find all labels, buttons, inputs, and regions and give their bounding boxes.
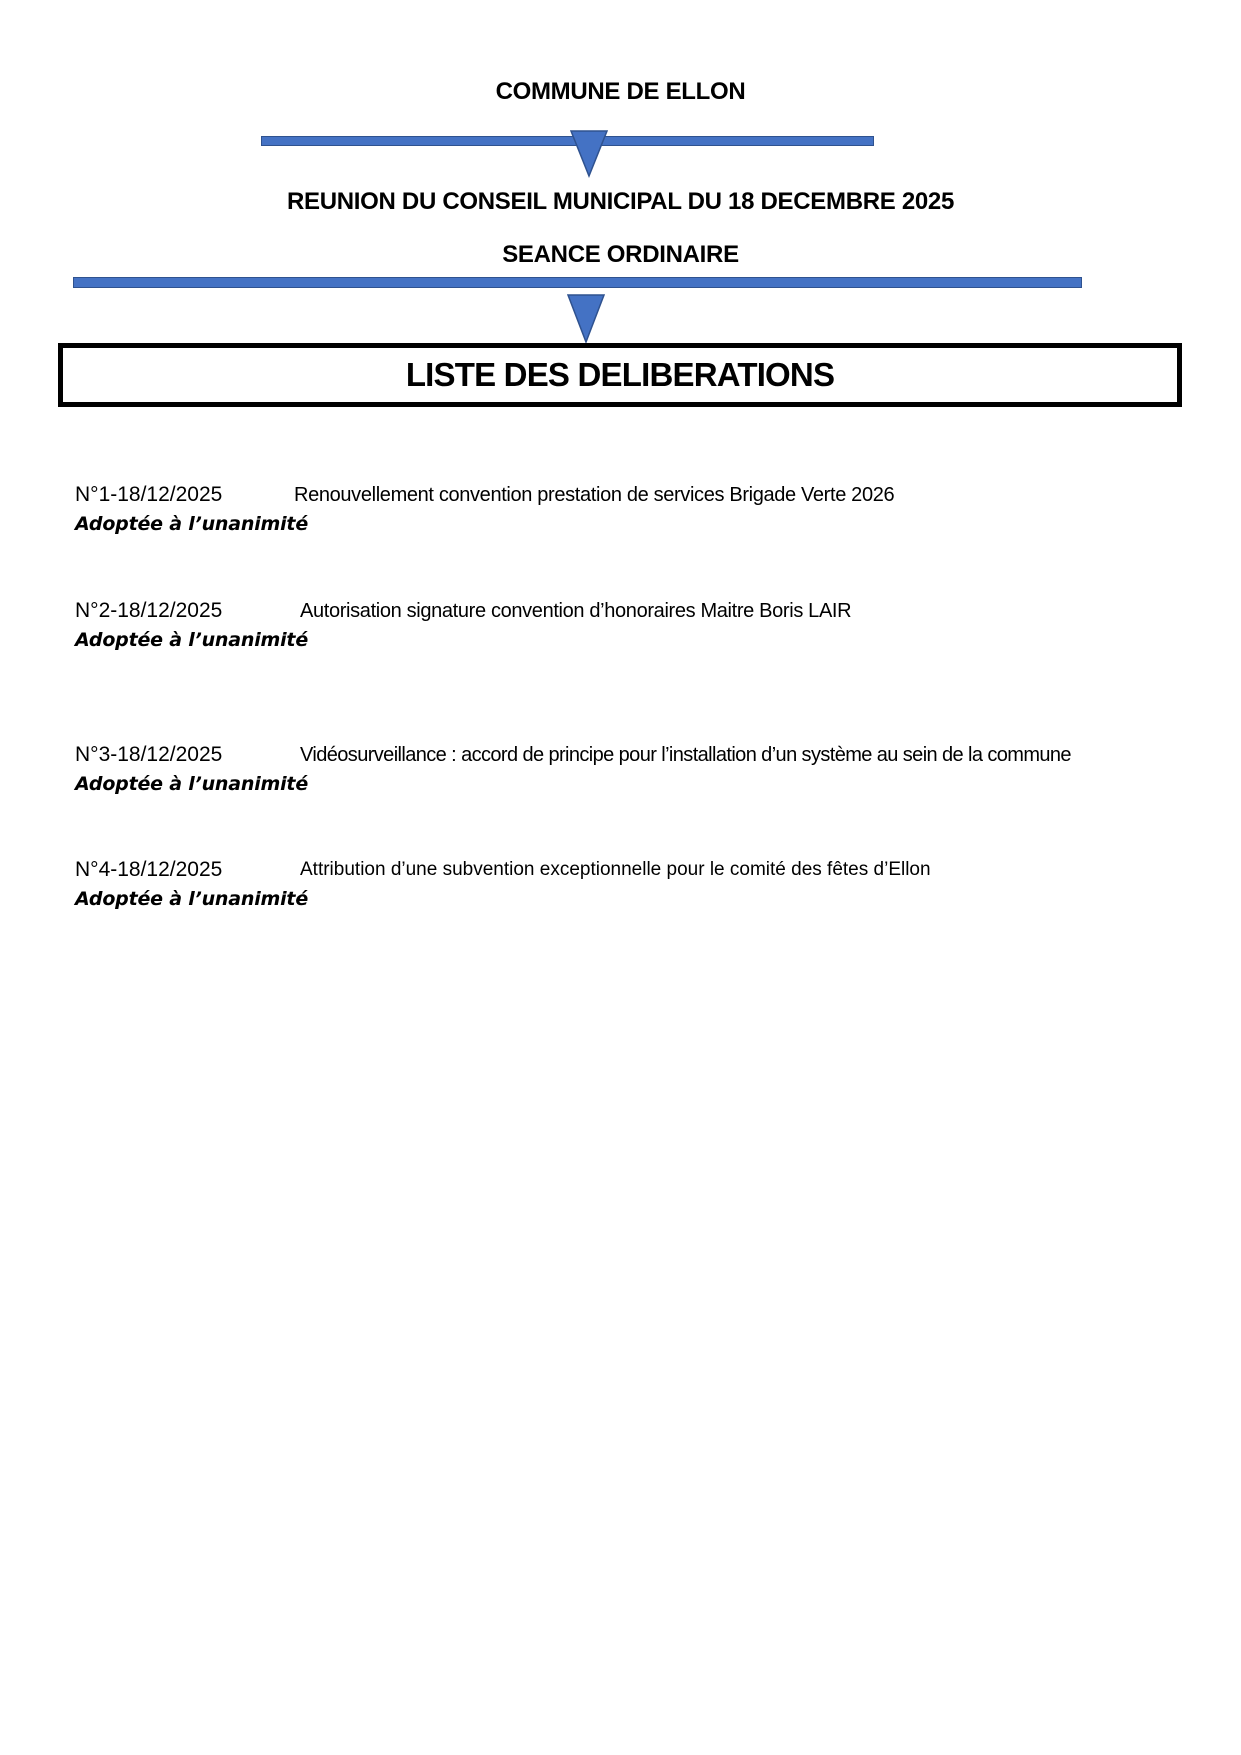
section-divider-bar [73, 277, 1082, 288]
deliberation-subject: Autorisation signature convention d’honoraires Maitre Boris LAIR [300, 600, 852, 622]
deliberation-number: N°4-18/12/2025 [75, 858, 223, 881]
meeting-title: REUNION DU CONSEIL MUNICIPAL DU 18 DECEMBRE 2025 [286, 188, 955, 215]
deliberation-status: Adoptée à l’unanimité [75, 513, 309, 535]
deliberation-subject: Renouvellement convention prestation de services Brigade Verte 2026 [294, 484, 895, 506]
deliberation-number: N°1-18/12/2025 [75, 483, 223, 506]
deliberation-status: Adoptée à l’unanimité [75, 629, 309, 651]
deliberation-status: Adoptée à l’unanimité [75, 773, 309, 795]
deliberation-number: N°3-18/12/2025 [75, 743, 223, 766]
deliberation-subject: Attribution d’une subvention exceptionnelle pour le comité des fêtes d’Ellon [300, 859, 931, 880]
session-type: SEANCE ORDINAIRE [502, 241, 739, 268]
deliberation-number: N°2-18/12/2025 [75, 599, 223, 622]
deliberation-status: Adoptée à l’unanimité [75, 888, 309, 910]
document-title-box [58, 343, 1182, 407]
header-divider-bar [261, 136, 874, 146]
commune-name: COMMUNE DE ELLON [495, 78, 746, 105]
document-title: LISTE DES DELIBERATIONS [405, 356, 835, 393]
deliberation-subject: Vidéosurveillance : accord de principe pour l’installation d’un système au sein de la commune [300, 744, 1071, 766]
